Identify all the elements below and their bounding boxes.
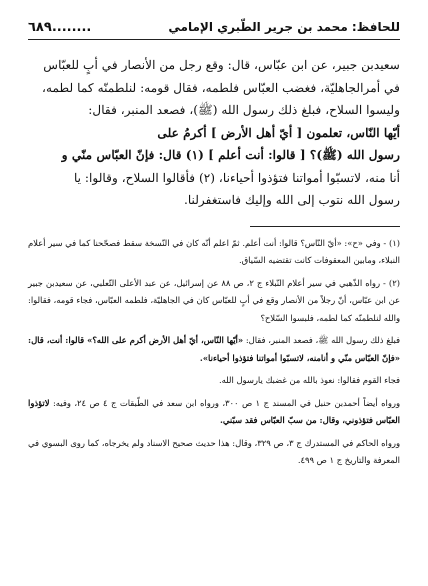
main-line: سعيدبن جبير، عن ابن عبّاس، قال: وقع رجل من الأنصار في أبٍ للعبّاس: [43, 58, 400, 72]
footnote-text: ورواه أيضاً أحمدبن حنبل في المسند ج ١ ص ٣٠٠، ورواه ابن سعد في الطّبقات ج ٤ ص ٢٤، وفيه:: [49, 397, 400, 408]
main-line: في أمرالجاهليّة، فغضب العبّاس فلطمه، فقال قومه: لنلطمنّه كما لطمه،: [42, 80, 400, 95]
page-number: ٦٨٩........: [28, 20, 92, 35]
header-title: للحافظ: محمد بن جرير الطّبري الإمامي: [168, 20, 400, 34]
footnote-1: (١) - وفي «ح»: «أيّ النّاس؟ قالوا: أنت أعلم. ثمّ اعلم أنّه كان في النّسخة سقط فصحّحنا كما في سير أعلام النبلاء، ومابين المعقوفات كانت تقتضيه السّياق.: [28, 237, 400, 265]
footnote-2: (٢) - رواه الذّهبي في سير أعلام النّبلاء ج ٢، ص ٨٨ عن إسرائيل، عن عبد الأعلى التّعلبي، عن سعيدبن جبير عن ابن عبّاس، أنّ رجلاً من الأنصار وقع في أبٍ للعبّاس كان في الجاهليّة، فلطمه العبّاس، فجاء قومه، فقالوا: والله لنلطمنّه كما لطمه، فلبسوا السّلاح؟: [28, 277, 400, 323]
footnote-2-continued: ورواه الحاكم في المستدرك ج ٣، ص ٣٢٩، وقال: هذا حديث صحيح الاسناد ولم يخرجاه، كما روى البسوي في المعرفة والتاريخ ج ١ ص ٤٩٩.: [28, 437, 400, 465]
footnotes: [28, 235, 400, 470]
footnote-quote: لاتؤذوا العبّاس فتؤذوني، وقال: من سبّ العبّاس فقد سبّني.: [28, 397, 400, 425]
main-line: رسول الله نتوب إلى الله وإليك فاستغفرلنا.: [183, 193, 400, 207]
footnote-divider: [250, 226, 400, 227]
footnote-2-continued: [28, 332, 400, 367]
main-text: [28, 54, 400, 212]
footnote-quote: «أيّها النّاس، أيّ أهل الأرض أكرم على الله؟» قالوا: أنت، قال: «فإنّ العبّاس منّي و أنامنه، لاتسبّوا أمواتنا فتؤذوا أحياءنا».: [28, 335, 400, 363]
main-line: أنا منه، لاتسبّوا أمواتنا فتؤذوا أحياءنا، (٢) فأقالوا السلاح، وقالوا: يا: [73, 170, 400, 185]
footnote-2-continued: [28, 395, 400, 430]
footnote-2-continued: فجاء القوم فقالوا: نعوذ بالله من غضبك يارسول الله.: [218, 375, 400, 385]
main-line: رسول الله (ﷺ)؟ [ قالوا: أنت أعلم ] (١) قال: فإنّ العبّاس منّي و: [61, 148, 400, 162]
hadith-quote: أيّها النّاس، تعلمون [ أيّ أهل الأرض ] أكرمُ على: [157, 125, 400, 140]
footnote-text: فبلغ ذلك رسول الله ﷺ، فصعد المنبر، فقال:: [243, 335, 400, 345]
running-head: [28, 20, 400, 40]
main-line: وليسوا السلاح، فبلغ ذلك رسول الله (ﷺ)، فصعد المنبر، فقال:: [88, 103, 400, 117]
